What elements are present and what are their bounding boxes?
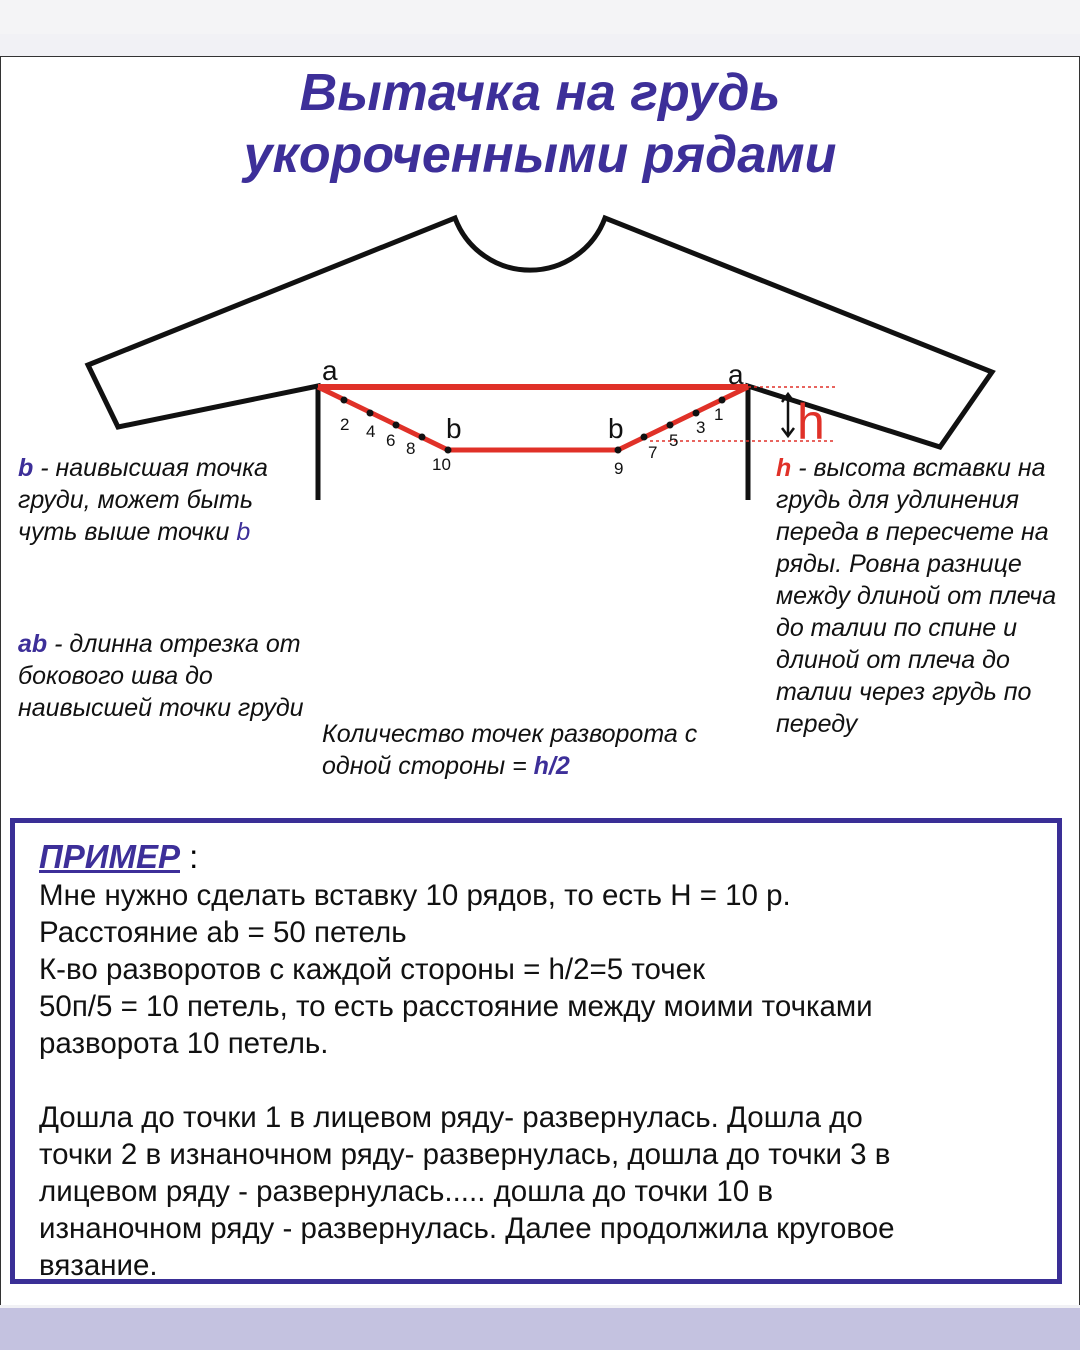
note-b-key: b xyxy=(18,454,34,482)
label-a-left: a xyxy=(322,355,338,386)
note-b-end: b xyxy=(236,518,251,546)
example-line: Мне нужно сделать вставку 10 рядов, то есть Н = 10 р. xyxy=(39,879,791,912)
turn-number: 3 xyxy=(696,418,706,437)
example-colon: : xyxy=(180,838,199,875)
example-line: 50п/5 = 10 петель, то есть расстояние между моими точками xyxy=(39,990,873,1023)
turn-number: 6 xyxy=(386,431,396,450)
note-turn-count xyxy=(322,718,752,782)
height-arrow xyxy=(782,394,794,436)
note-turn-count-formula: h/2 xyxy=(533,752,570,780)
note-ab-key: ab xyxy=(18,630,48,658)
example-heading xyxy=(39,837,198,877)
example-paragraph-line: вязание. xyxy=(39,1249,158,1282)
turn-number: 2 xyxy=(340,415,350,434)
label-b-left: b xyxy=(446,413,462,444)
note-h xyxy=(776,452,1066,740)
page-title xyxy=(0,62,1080,186)
top-strip xyxy=(0,0,1080,34)
note-b xyxy=(18,452,303,548)
note-turn-count-text: Количество точек разворота с одной стороны = xyxy=(322,720,698,780)
paragraph-gap xyxy=(39,1062,1039,1099)
note-b-text: - наивысшая точка груди, может быть чуть выше точки xyxy=(18,454,268,546)
title-line-2: укороченными рядами xyxy=(243,126,837,184)
turn-number: 4 xyxy=(366,422,376,441)
turn-number: 8 xyxy=(406,439,416,458)
turn-number: 10 xyxy=(432,455,451,474)
note-h-key: h xyxy=(776,454,792,482)
bottom-strip xyxy=(0,1308,1080,1350)
note-h-text: - высота вставки на грудь для удлинения переда в пересчете на ряды. Ровна разнице между длиной от плеча до талии по спине и длиной от плеча до талии через грудь по переду xyxy=(776,454,1057,738)
example-box xyxy=(10,818,1062,1284)
turn-number: 9 xyxy=(614,459,624,478)
example-paragraph-line: изнаночном ряду - развернулась. Далее продолжила круговое xyxy=(39,1212,895,1245)
example-body xyxy=(39,877,1039,1284)
example-line: К-во разворотов с каждой стороны = h/2=5 точек xyxy=(39,953,705,986)
example-keyword: ПРИМЕР xyxy=(39,838,180,875)
turn-number: 5 xyxy=(669,431,679,450)
example-line: разворота 10 петель. xyxy=(39,1027,329,1060)
example-paragraph-line: точки 2 в изнаночном ряду- развернулась, дошла до точки 3 в xyxy=(39,1138,891,1171)
turn-number: 1 xyxy=(714,405,724,424)
title-line-1: Вытачка на грудь xyxy=(299,64,781,122)
label-b-right: b xyxy=(608,413,624,444)
note-ab-text: - длинна отрезка от бокового шва до наивысшей точки груди xyxy=(18,630,304,722)
note-ab xyxy=(18,628,310,724)
example-paragraph-line: Дошла до точки 1 в лицевом ряду- развернулась. Дошла до xyxy=(39,1101,863,1134)
turn-number: 7 xyxy=(648,443,658,462)
example-line: Расстояние ab = 50 петель xyxy=(39,916,407,949)
label-h: h xyxy=(797,394,825,450)
label-a-right: a xyxy=(728,359,744,390)
example-paragraph-line: лицевом ряду - развернулась..... дошла до точки 10 в xyxy=(39,1175,774,1208)
